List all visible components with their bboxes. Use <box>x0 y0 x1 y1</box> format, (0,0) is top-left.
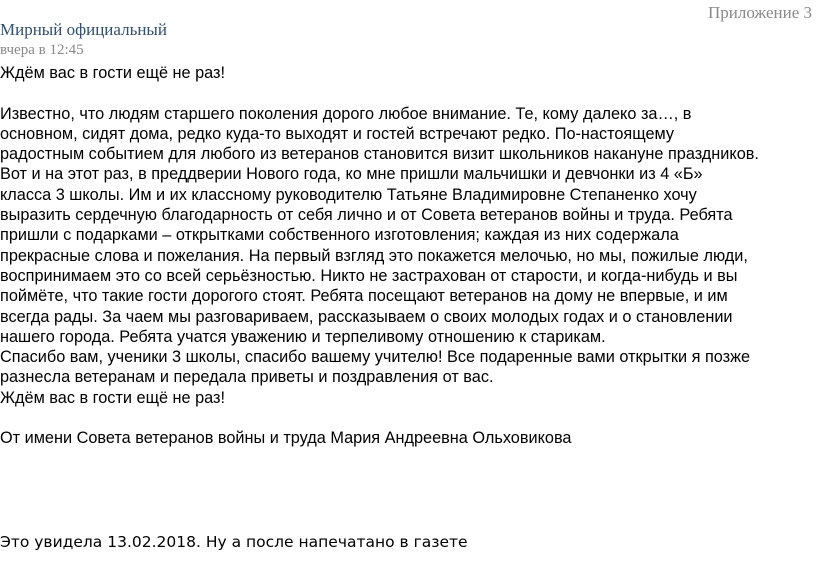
body-line: разнесла ветеранам и передала приветы и поздравления от вас. <box>0 368 494 387</box>
body-line: Известно, что людям старшего поколения дорого любое внимание. Те, кому далеко за…, в <box>0 104 692 123</box>
body-line: класса 3 школы. Им и их классному руководителю Татьяне Владимировне Степаненко хочу <box>0 185 697 204</box>
post-timestamp: вчера в 12:45 <box>0 42 84 58</box>
body-line: нашего города. Ребята учатся уважению и терпеливому отношению к старикам. <box>0 327 606 346</box>
body-line: всегда рады. За чаем мы разговариваем, рассказываем о своих молодых годах и о становлении <box>0 307 733 326</box>
body-line: пришли с подарками – открытками собственного изготовления; каждая из них содержала <box>0 226 679 245</box>
body-line: основном, сидят дома, редко куда-то выходят и гостей встречают редко. По-настоящему <box>0 124 675 143</box>
body-line: поймёте, что такие гости дорогого стоят. Ребята посещают ветеранов на дому не впервые, и им <box>0 287 728 306</box>
post-greeting: Ждём вас в гости ещё не раз! <box>0 64 226 82</box>
paragraph-gap <box>0 408 810 428</box>
body-line: радостным событием для любого из ветеранов становится визит школьников накануне праздников. <box>0 145 759 164</box>
footer-note: Это увидела 13.02.2018. Ну а после напечатано в газете <box>0 533 468 551</box>
body-line: Спасибо вам, ученики 3 школы, спасибо вашему учителю! Все подаренные вами открытки я позже <box>0 348 751 367</box>
body-line: Ждём вас в гости ещё не раз! <box>0 388 226 407</box>
post-signature: От имени Совета ветеранов войны и труда Мария Андреевна Ольховикова <box>0 429 572 448</box>
appendix-label: Приложение 3 <box>708 3 812 22</box>
body-line: Вот и на этот раз, в преддверии Нового года, ко мне пришли мальчишки и девчонки из 4 «Б» <box>0 165 703 184</box>
post-body <box>0 63 810 449</box>
body-line: воспринимаем это со всей серьёзностью. Никто не застрахован от старости, и когда-нибудь и вы <box>0 266 738 285</box>
body-line: прекрасные слова и пожелания. На первый взгляд это покажется мелочью, но мы, пожилые люди, <box>0 246 748 265</box>
post-author[interactable]: Мирный официальный <box>0 20 167 39</box>
body-line: выразить сердечную благодарность от себя лично и от Совета ветеранов войны и труда. Ребята <box>0 206 733 225</box>
paragraph-gap <box>0 83 810 103</box>
